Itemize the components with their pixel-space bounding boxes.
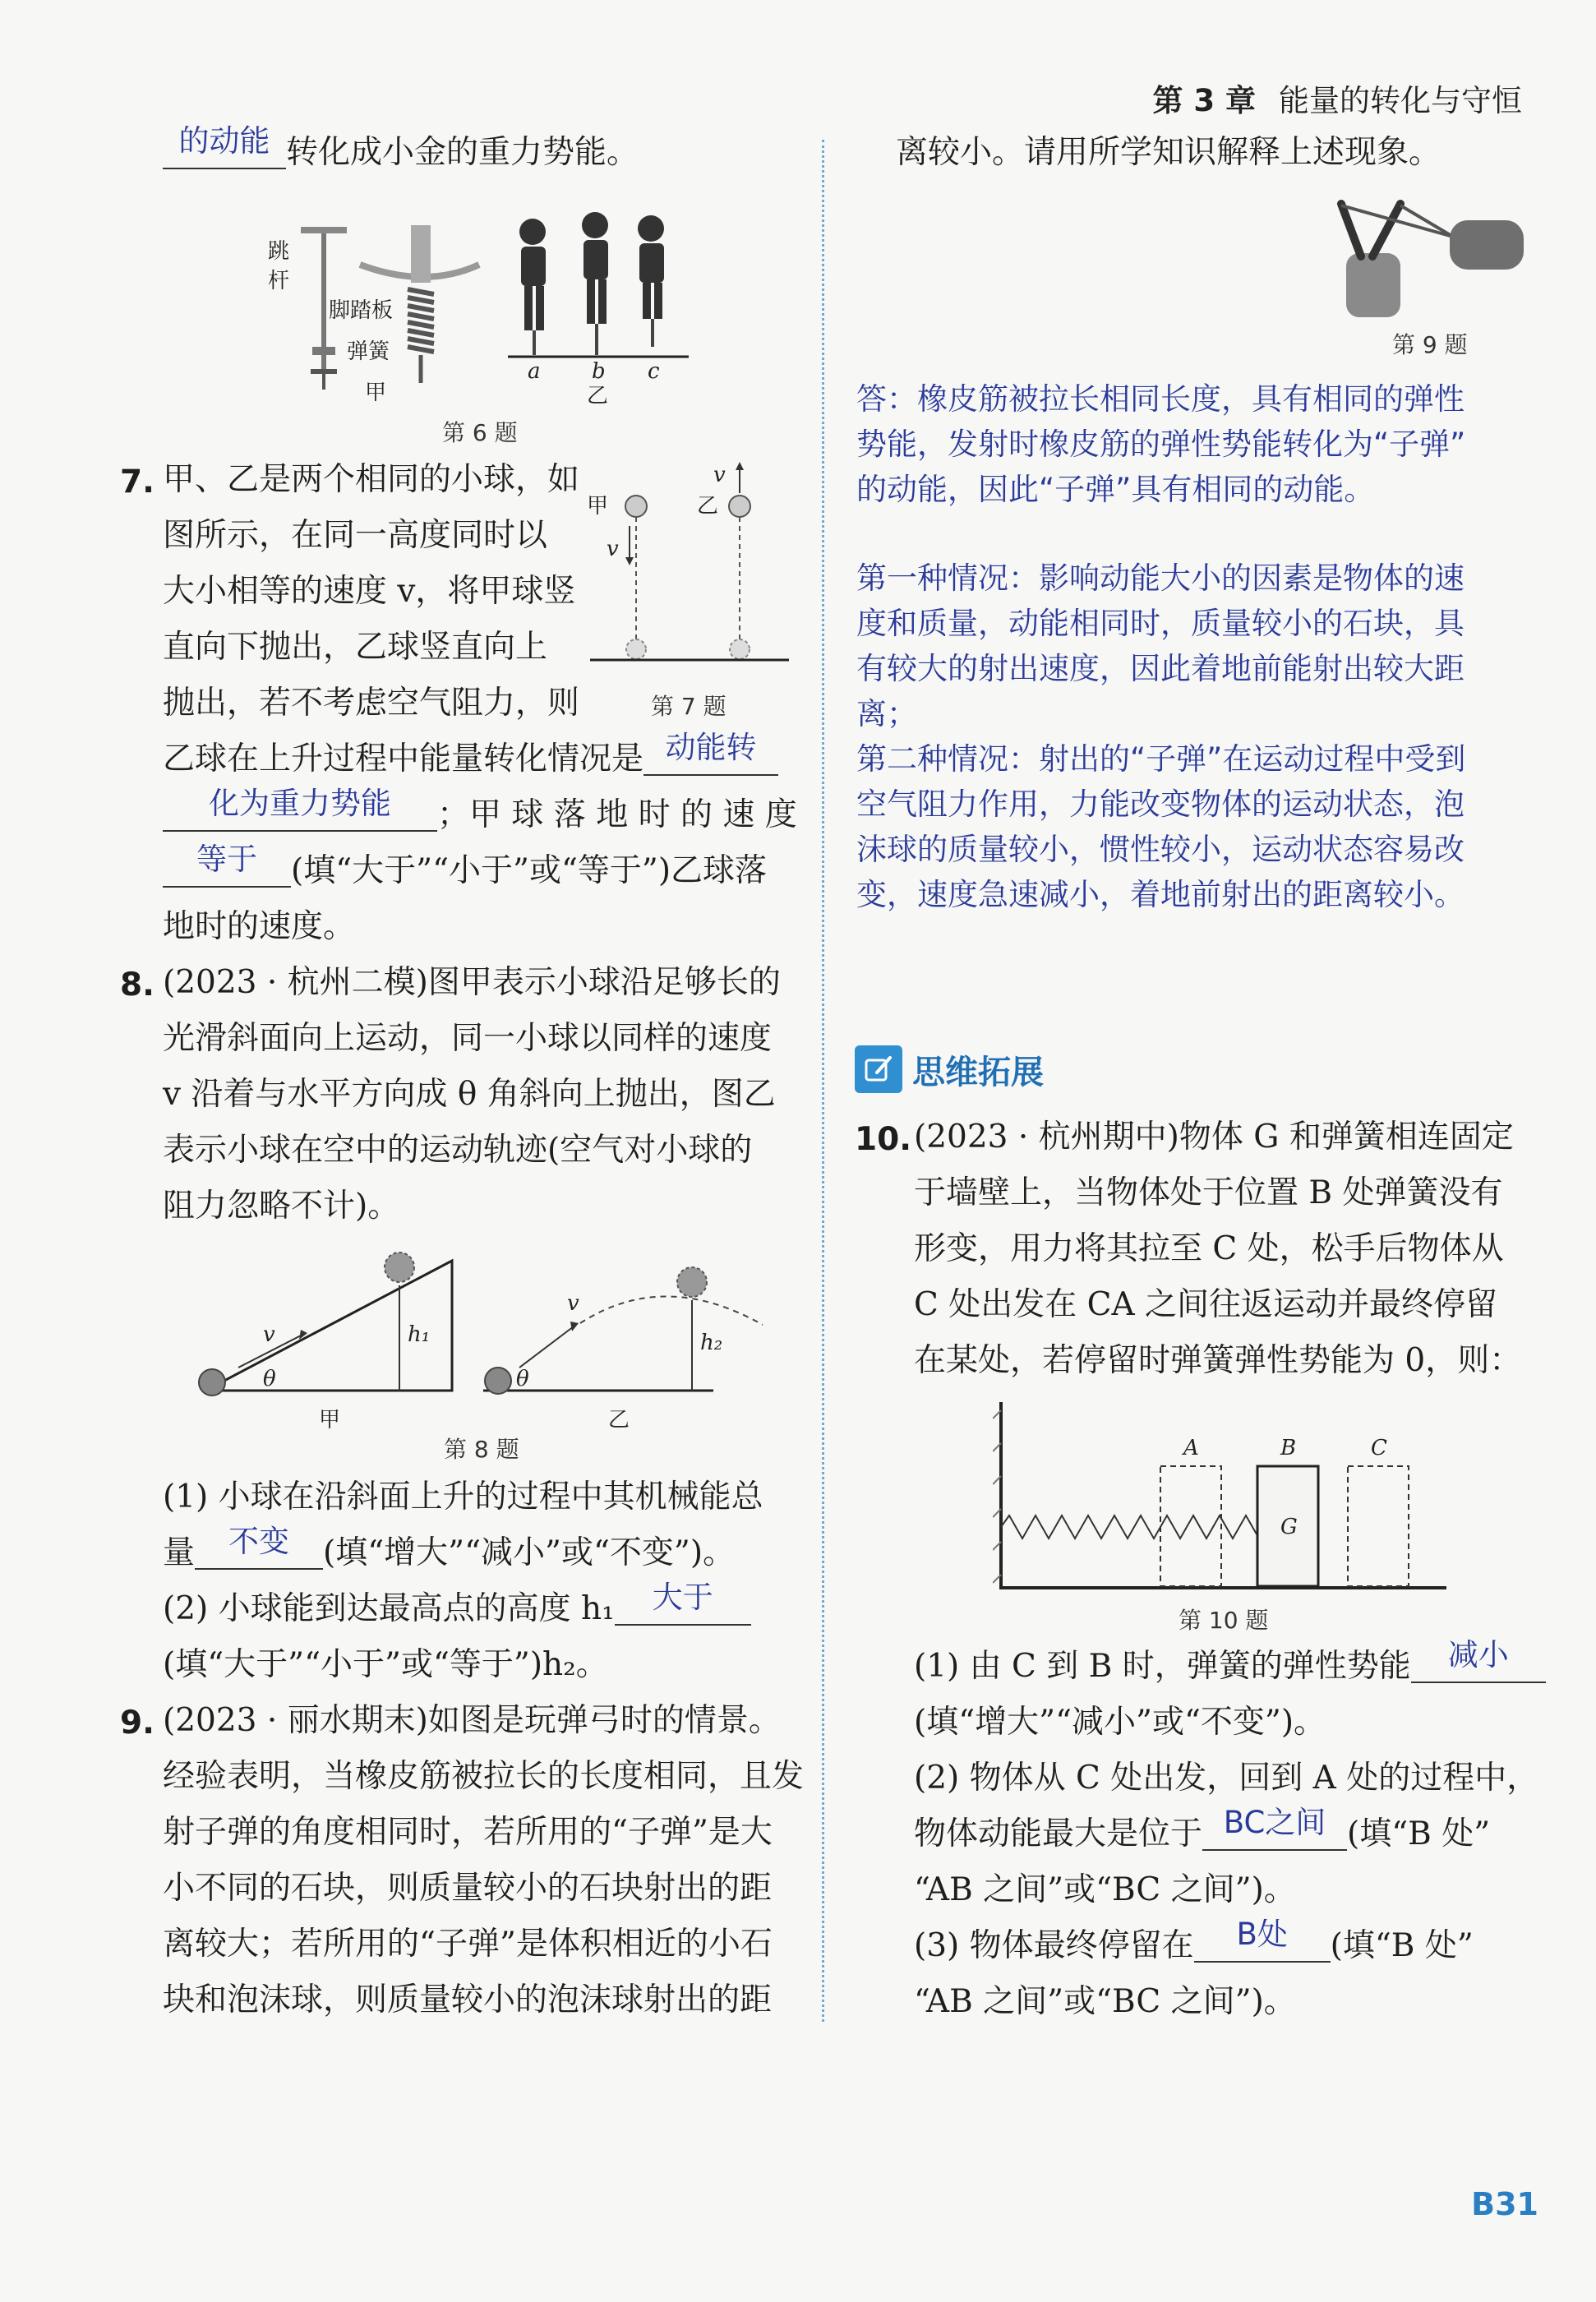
chapter-title: 能量的转化与守恒 [1279, 83, 1522, 118]
q9-line-2: 经验表明，当橡皮筋被拉长的长度相同，且发 [163, 1758, 805, 1795]
ball-apex [677, 1267, 707, 1297]
q7-figure [582, 460, 796, 677]
q7-number: 7. [120, 464, 155, 501]
q10-blank-2: BC之间 [1202, 1806, 1347, 1851]
q9-case2-line-1: 第二种情况：射出的“子弹”在运动过程中受到 [856, 741, 1466, 777]
q7-blank-1b: 化为重力势能 [163, 787, 437, 832]
q10-sub1-line2: (填“增大”“减小”或“不变”)。 [914, 1704, 1326, 1741]
q7-line-1: 甲、乙是两个相同的小球，如 [163, 461, 580, 498]
q7-line-5: 抛出，若不考虑空气阻力，则 [163, 685, 580, 722]
q9-case1-line-1: 第一种情况：影响动能大小的因素是物体的速 [856, 561, 1465, 596]
q9-answer-line-3: 的动能，因此“子弹”具有相同的动能。 [856, 472, 1375, 507]
q10-number: 10. [855, 1121, 912, 1158]
spring [1001, 1515, 1279, 1539]
q9-case2-line-3: 沫球的质量较小，惯性较小，运动状态容易改 [856, 832, 1465, 867]
q10-caption: 第 10 题 [1179, 1607, 1269, 1634]
q9-line-5: 离较大；若所用的“子弹”是体积相近的小石 [163, 1926, 773, 1963]
q10-line-2: 于墙壁上，当物体处于位置 B 处弹簧没有 [914, 1174, 1503, 1211]
q7-blank-2: 等于 [163, 843, 291, 888]
q9-figure [1330, 187, 1527, 317]
q8-sub2-line1: (2) 小球能到达最高点的高度 h₁ 大于 [163, 1581, 751, 1637]
label-v1: v [263, 1322, 275, 1347]
q8-line-3: v 沿着与水平方向成 θ 角斜向上抛出，图乙 [163, 1076, 776, 1113]
q10-line-5: 在某处，若停留时弹簧弹性势能为 0，则： [914, 1342, 1522, 1379]
section-title: 思维拓展 [912, 1053, 1044, 1091]
q10-line-3: 形变，用力将其拉至 C 处，松手后物体从 [914, 1230, 1504, 1267]
label-h2: h₂ [700, 1331, 723, 1355]
q10-sub2-line3: “AB 之间”或“BC 之间”)。 [914, 1871, 1296, 1908]
label-theta2: θ [516, 1367, 529, 1391]
label-yi: 乙 [587, 384, 609, 408]
pogo-handle [301, 227, 347, 233]
q7-line-8: 等于 (填“大于”“小于”或“等于”)乙球落 [163, 843, 767, 899]
q6-answer-line: 的动能 转化成小金的重力势能。 [163, 125, 639, 181]
label-a: A [1183, 1436, 1199, 1460]
q8-blank-2: 大于 [615, 1581, 751, 1626]
position-a [1160, 1466, 1221, 1586]
chapter-number: 第 3 章 [1152, 83, 1256, 118]
q7-caption: 第 7 题 [651, 693, 727, 720]
hand-left [1346, 253, 1400, 317]
q6-caption: 第 6 题 [442, 419, 518, 446]
ball-yi [729, 496, 750, 517]
label-jia: 甲 [319, 1408, 341, 1432]
q10-blank-3: B处 [1194, 1918, 1331, 1963]
q7-line-3: 大小相等的速度 v，将甲球竖 [163, 573, 576, 610]
label-c: C [1371, 1436, 1387, 1460]
q10-line-4: C 处出发在 CA 之间往返运动并最终停留 [914, 1286, 1498, 1323]
ball-projectile [485, 1368, 511, 1394]
q8-sub1-line2: 量 不变 (填“增大”“减小”或“不变”)。 [163, 1524, 736, 1571]
q9-line-6: 块和泡沫球，则质量较小的泡沫球射出的距 [163, 1981, 773, 2018]
q9-case1-line-2: 度和质量，动能相同时，质量较小的石块，具 [856, 606, 1465, 641]
q10-sub1-line1: (1) 由 C 到 B 时，弹簧的弹性势能 减小 [914, 1639, 1546, 1695]
jumpers [508, 212, 689, 357]
label-c: c [648, 359, 660, 384]
section-header [855, 1044, 1044, 1095]
q9-answer-line-1: 答：橡皮筋被拉长相同长度，具有相同的弹性 [856, 381, 1465, 417]
q7-line-9: 地时的速度。 [163, 908, 356, 945]
q8-number: 8. [120, 966, 155, 1003]
q7-blank-1a: 动能转 [643, 731, 778, 776]
running-header [1152, 76, 1522, 120]
q6-blank: 的动能 [163, 125, 286, 169]
edit-icon [855, 1045, 902, 1093]
q7-line-7: 化为重力势能 ；甲 球 落 地 时 的 速 度 [163, 787, 797, 843]
label-a: a [528, 359, 541, 384]
trajectory [580, 1296, 763, 1325]
position-c [1348, 1466, 1409, 1586]
q10-figure [993, 1402, 1453, 1594]
label-tiao: 跳 [268, 239, 290, 264]
label-gan: 杆 [268, 269, 290, 293]
q8-figure [187, 1244, 779, 1438]
label-g: G [1280, 1515, 1298, 1539]
q7-line-4: 直向下抛出，乙球竖直向上 [163, 629, 548, 666]
slingshot-frame [1341, 204, 1400, 256]
label-yi: 乙 [608, 1408, 630, 1432]
hand-right [1450, 220, 1524, 270]
q10-sub3-line2: “AB 之间”或“BC 之间”)。 [914, 1983, 1296, 2020]
label-b: b [592, 359, 606, 384]
spring-coils [408, 289, 434, 352]
label-theta1: θ [263, 1367, 276, 1391]
q8-line-2: 光滑斜面向上运动，同一小球以同样的速度 [163, 1020, 773, 1057]
ball-jia [625, 496, 647, 517]
label-v1: v [607, 537, 619, 561]
label-v2: v [567, 1291, 579, 1316]
q10-line-1: (2023 · 杭州期中)物体 G 和弹簧相连固定 [914, 1119, 1514, 1156]
label-jia: 甲 [365, 381, 387, 405]
q7-line-2: 图所示，在同一高度同时以 [163, 517, 548, 554]
page-number: B31 [1471, 2186, 1538, 2222]
q7-line-6: 乙球在上升过程中能量转化情况是 动能转 [163, 731, 778, 787]
label-pedal: 脚踏板 [329, 298, 394, 323]
label-v2: v [713, 463, 726, 487]
q9-case2-line-4: 变，速度急速减小，着地前射出的距离较小。 [856, 877, 1465, 912]
q9-caption: 第 9 题 [1392, 331, 1468, 358]
q9-continued: 离较小。请用所学知识解释上述现象。 [896, 134, 1441, 171]
label-yi: 乙 [697, 494, 719, 519]
q9-case2-line-2: 空气阻力作用，力能改变物体的运动状态，泡 [856, 787, 1465, 822]
q8-sub2-line2: (填“大于”“小于”或“等于”)h₂。 [163, 1646, 608, 1683]
ball-incline [199, 1369, 225, 1396]
column-divider [822, 140, 824, 2022]
q10-sub2-line2: 物体动能最大是位于 BC之间 (填“B 处” [914, 1805, 1491, 1852]
q6-figure [261, 207, 722, 414]
q8-line-5: 阻力忽略不计)。 [163, 1188, 400, 1225]
q9-case1-line-4: 离； [856, 696, 917, 731]
q9-line-1: (2023 · 丽水期末)如图是玩弹弓时的情景。 [163, 1702, 781, 1739]
q10-sub3-line1: (3) 物体最终停留在 B处 (填“B 处” [914, 1917, 1474, 1964]
label-spring: 弹簧 [347, 339, 390, 364]
label-jia: 甲 [587, 494, 609, 519]
label-b: B [1280, 1436, 1297, 1460]
label-h1: h₁ [408, 1322, 431, 1347]
pogo-cylinder [411, 225, 431, 283]
q9-number: 9. [120, 1705, 155, 1741]
q9-answer-line-2: 势能，发射时橡皮筋的弹性势能转化为“子弹” [856, 427, 1466, 462]
q9-line-3: 射子弹的角度相同时，若所用的“子弹”是大 [163, 1814, 773, 1851]
ball-incline-top [385, 1252, 414, 1282]
q8-blank-1: 不变 [195, 1525, 323, 1570]
q8-line-1: (2023 · 杭州二模)图甲表示小球沿足够长的 [163, 964, 781, 1001]
q8-sub1-line1: (1) 小球在沿斜面上升的过程中其机械能总 [163, 1479, 763, 1515]
q10-sub2-line1: (2) 物体从 C 处出发，回到 A 处的过程中， [914, 1760, 1539, 1797]
q8-caption: 第 8 题 [444, 1436, 519, 1463]
q9-line-4: 小不同的石块，则质量较小的石块射出的距 [163, 1870, 773, 1907]
q9-case1-line-3: 有较大的射出速度，因此着地前能射出较大距 [856, 651, 1465, 686]
q8-line-4: 表示小球在空中的运动轨迹(空气对小球的 [163, 1132, 753, 1169]
q10-blank-1: 减小 [1411, 1639, 1546, 1683]
